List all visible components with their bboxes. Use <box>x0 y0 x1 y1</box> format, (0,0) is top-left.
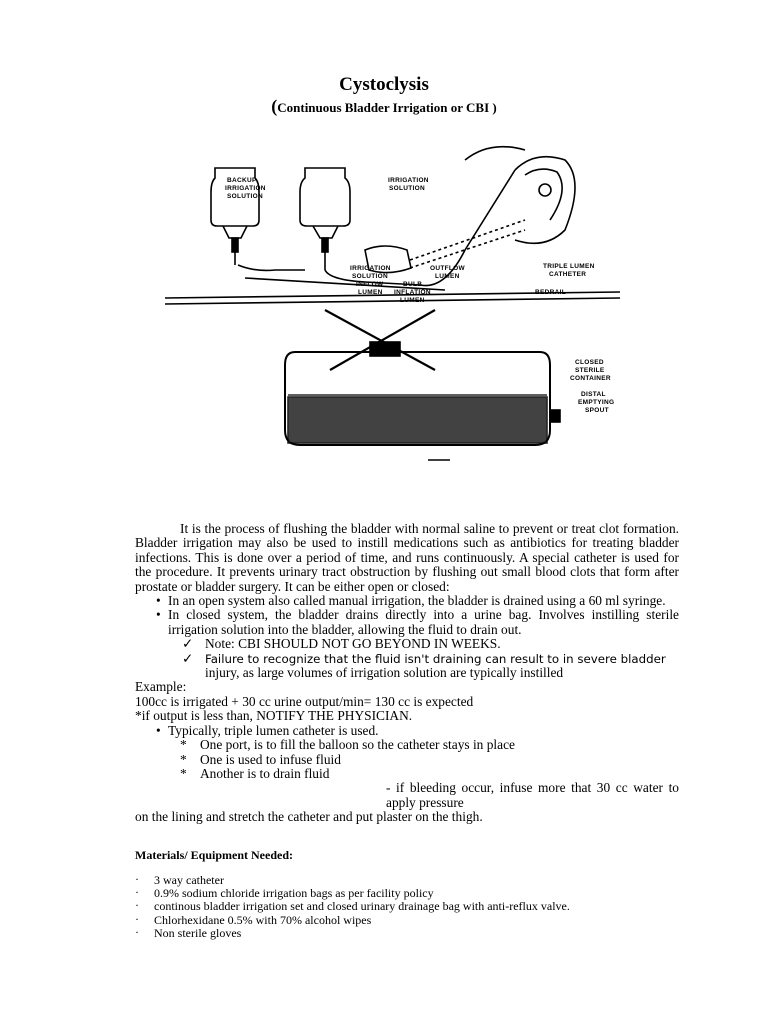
star-item-text: One port, is to fill the balloon so the catheter stays in place <box>200 737 515 753</box>
bullet-open-text: In an open system also called manual irrigation, the bladder is drained using a 60 ml syringe. <box>168 593 666 609</box>
example-line: 100cc is irrigated + 30 cc urine output/min= 130 cc is expected <box>135 693 474 709</box>
check-failure <box>135 652 679 681</box>
list-dot: · <box>135 898 139 913</box>
label-inflow-2: SOLUTION <box>352 273 388 280</box>
label-inflow-3: INFLOW <box>356 281 384 288</box>
document-title: Cystoclysis <box>339 74 429 95</box>
list-dot: · <box>135 924 139 939</box>
label-backup-1: BACKUP <box>227 177 257 184</box>
cbi-diagram <box>145 120 680 505</box>
check-failure-text-a: Failure to recognize that the fluid isn't draining can result to in severe bladder <box>205 651 666 666</box>
body-text <box>135 522 679 825</box>
label-outflow-1: OUTFLOW <box>430 265 465 272</box>
label-inflow-1: IRRIGATION <box>350 265 391 272</box>
label-container-1: CLOSED <box>575 359 604 366</box>
bullet-typical-text: Typically, triple lumen catheter is used. <box>168 722 379 738</box>
bullet-typical <box>135 724 679 738</box>
label-outflow-2: LUMEN <box>435 273 460 280</box>
label-bulb-2: INFLATION <box>394 289 431 296</box>
label-irrigation-1: IRRIGATION <box>388 177 429 184</box>
label-triple-2: CATHETER <box>549 271 587 278</box>
label-spout-3: SPOUT <box>585 407 609 414</box>
bleeding-line-b: on the lining and stretch the catheter and put plaster on the thigh. <box>135 809 483 825</box>
star-item <box>135 738 679 752</box>
label-bulb-3: LUMEN <box>400 297 425 304</box>
example-note: *if output is less than, NOTIFY THE PHYSICIAN. <box>135 708 413 724</box>
asterisk-icon: * <box>180 737 187 753</box>
check-note-text: Note: CBI SHOULD NOT GO BEYOND IN WEEKS. <box>205 636 501 652</box>
label-spout-2: EMPTYING <box>578 399 615 406</box>
label-backup-3: SOLUTION <box>227 193 263 200</box>
label-irrigation-2: SOLUTION <box>389 185 425 192</box>
bedrail <box>165 292 620 370</box>
star-item-text: Another is to drain fluid <box>200 765 330 781</box>
checkmark-icon: ✓ <box>182 650 194 666</box>
star-item <box>135 767 679 781</box>
bullet-closed-system <box>135 608 679 637</box>
list-item-text: 0.9% sodium chloride irrigation bags as per facility policy <box>154 886 434 901</box>
bullet-open-system <box>135 594 679 608</box>
star-item <box>135 753 679 767</box>
subtitle-open-paren: ( <box>271 96 278 116</box>
asterisk-icon: * <box>180 751 187 767</box>
bullet-closed-text: In closed system, the bladder drains directly into a urine bag. Involves instilling sterile irrigation solution into the bladder, allowing the fluid to drain out. <box>168 607 679 637</box>
materials-heading: Materials/ Equipment Needed: <box>135 848 293 862</box>
materials-list <box>135 874 570 940</box>
asterisk-icon: * <box>180 765 187 781</box>
list-dot: · <box>135 885 139 900</box>
list-dot: · <box>135 872 139 886</box>
star-item-text: One is used to infuse fluid <box>200 751 341 767</box>
list-item-text: 3 way catheter <box>154 873 224 887</box>
backup-irrigation-bottle <box>211 168 305 270</box>
list-item-text: Chlorhexidane 0.5% with 70% alcohol wipes <box>154 912 372 927</box>
checkmark-icon: ✓ <box>182 636 194 652</box>
bullet-dot: • <box>156 607 161 623</box>
label-bulb-1: BULB <box>403 281 423 288</box>
check-failure-text-b: injury, as large volumes of irrigation solution are typically instilled <box>205 665 564 681</box>
list-item-text: Non sterile gloves <box>154 925 242 940</box>
label-inflow-4: LUMEN <box>358 289 383 296</box>
subtitle-text: Continuous Bladder Irrigation or CBI ) <box>277 100 497 115</box>
closed-sterile-container <box>285 342 560 445</box>
label-bedrail: BEDRAIL <box>535 289 566 296</box>
list-dot: · <box>135 911 139 926</box>
label-spout-1: DISTAL <box>581 391 606 398</box>
list-item <box>135 924 570 940</box>
bullet-dot: • <box>156 722 161 738</box>
label-container-3: CONTAINER <box>570 375 611 382</box>
list-item-text: continous bladder irrigation set and closed urinary drainage bag with anti-reflux valve. <box>154 899 570 914</box>
check-note <box>135 637 679 651</box>
label-container-2: STERILE <box>575 367 605 374</box>
bullet-dot: • <box>156 593 161 609</box>
intro-paragraph: It is the process of flushing the bladder with normal saline to prevent or treat clot formation. Bladder irrigation may also be used to instill medications such as antibiotics for treating bladder infections. This is done over a period of time, and runs continuously. A special catheter is used for the procedure. It prevents urinary tract obstruction by flushing out small blood clots that form after prostate or bladder surgery. It can be either open or closed: <box>135 521 679 594</box>
bleeding-line-a: - if bleeding occur, infuse more that 30 cc water to apply pressure <box>386 780 679 810</box>
example-label: Example: <box>135 679 187 695</box>
label-backup-2: IRRIGATION <box>225 185 266 192</box>
label-triple-1: TRIPLE LUMEN <box>543 263 595 270</box>
document-subtitle <box>0 96 768 117</box>
